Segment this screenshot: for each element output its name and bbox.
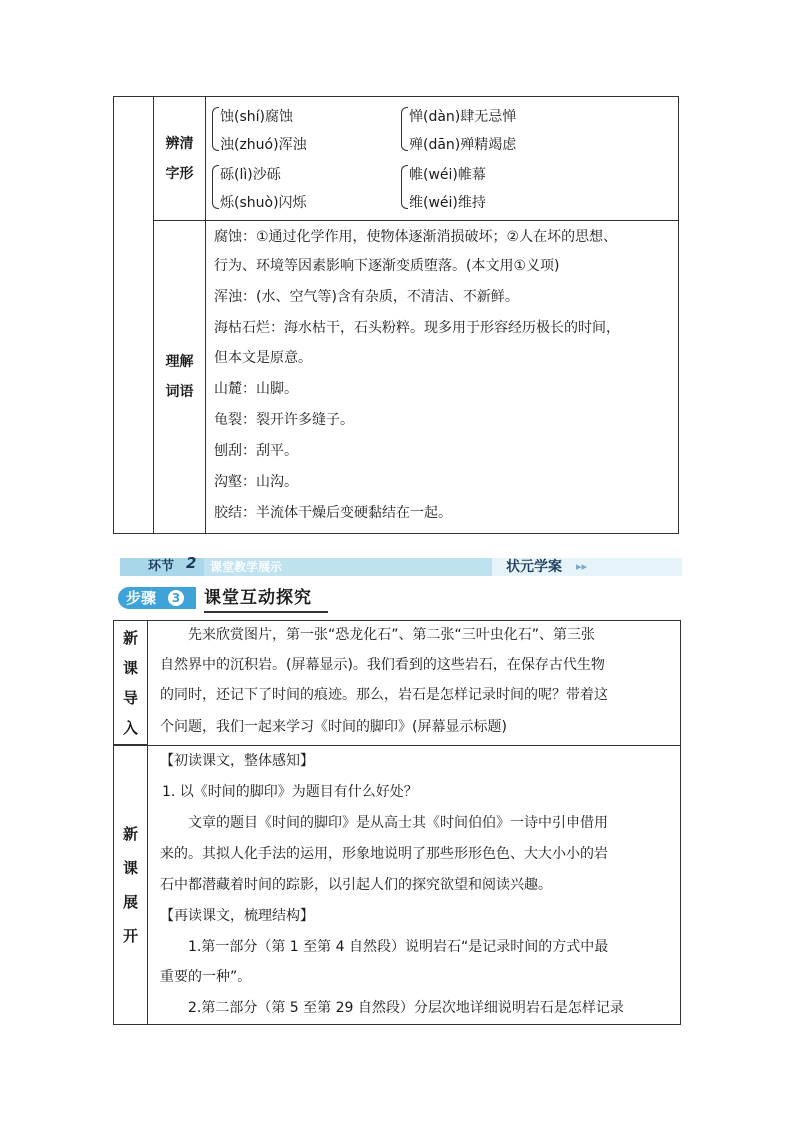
definition-line: 海枯石烂：海水枯干，石头粉粹。现多用于形容经历极长的时间， — [214, 320, 620, 336]
glyph-label: 辨清 字形 — [154, 97, 206, 220]
brand-label: 状元学案 — [506, 559, 562, 575]
glyph-pair-3-bottom: 烁(shuò)闪烁 — [220, 195, 307, 211]
glyph-pair-1-top: 蚀(shí)腐蚀 — [220, 109, 293, 125]
banner-subtitle: 课堂教学展示 — [210, 560, 283, 574]
answer-line: 来的。其拟人化手法的运用，形象地说明了那些形形色色、大大小小的岩 — [160, 846, 608, 862]
row-divider — [114, 745, 680, 746]
glyph-pair-2-top: 惮(dàn)肆无忌惮 — [409, 109, 517, 125]
words-row — [154, 221, 678, 533]
arrow-icon: ▸▸ — [576, 560, 588, 573]
glyph-pair-3-top: 砾(lì)沙砾 — [220, 167, 281, 183]
vocab-table — [113, 96, 679, 534]
brace-icon — [401, 165, 408, 209]
intro-paragraph-line: 先来欣赏图片，第一张“恐龙化石”、第二张“三叶虫化石”、第三张 — [188, 627, 596, 643]
lesson-table — [113, 620, 681, 1025]
banner-brand-area — [492, 558, 682, 576]
banner-section: 环节 — [148, 559, 175, 574]
section-heading: 【初读课文，整体感知】 — [160, 753, 314, 769]
definition-line: 沟壑：山沟。 — [214, 474, 298, 490]
intro-paragraph-line: 的同时，还记下了时间的痕迹。那么，岩石是怎样记录时间的呢？带着这 — [160, 687, 608, 703]
intro-paragraph-line: 个问题，我们一起来学习《时间的脚印》(屏幕显示标题) — [160, 719, 507, 735]
empty-column — [114, 97, 154, 533]
step-number: 3 — [168, 590, 184, 606]
glyph-pair-2-bottom: 殚(dān)殚精竭虑 — [409, 137, 517, 153]
step-badge — [118, 587, 196, 609]
brace-icon — [212, 107, 219, 151]
definition-line: 腐蚀：①通过化学作用，使物体逐渐消损破坏；②人在坏的思想、 — [214, 229, 618, 245]
question-line: 1. 以《时间的脚印》为题目有什么好处？ — [162, 784, 418, 800]
answer-line: 文章的题目《时间的脚印》是从高士其《时间伯伯》一诗中引申借用 — [188, 815, 608, 831]
expand-label: 新 课 展 开 — [114, 745, 148, 1024]
brace-icon — [212, 165, 219, 209]
glyph-pair-1-bottom: 浊(zhuó)浑浊 — [220, 137, 307, 153]
answer-line: 石中都潜藏着时间的踪影，以引起人们的探究欲望和阅读兴趣。 — [160, 877, 552, 893]
definition-line: 胶结：半流体干燥后变硬黏结在一起。 — [214, 505, 452, 521]
definition-line: 浑浊：(水、空气等)含有杂质，不清洁、不新鲜。 — [214, 289, 519, 305]
brace-icon — [401, 107, 408, 151]
glyph-pair-4-bottom: 维(wéi)维持 — [409, 195, 486, 211]
structure-line: 重要的一种”。 — [160, 969, 252, 985]
title-underline — [204, 611, 328, 613]
intro-label: 新 课 导 入 — [114, 621, 148, 745]
banner-section-number: 2 — [186, 554, 197, 572]
glyph-row — [154, 97, 678, 221]
section-heading: 【再读课文，梳理结构】 — [160, 908, 314, 924]
structure-line: 2.第二部分（第 5 至第 29 自然段）分层次地详细说明岩石是怎样记录 — [188, 1000, 624, 1016]
step-title: 课堂互动探究 — [204, 588, 312, 608]
definition-line: 山麓：山脚。 — [214, 381, 298, 397]
structure-line: 1.第一部分（第 1 至第 4 自然段）说明岩石“是记录时间的方式中最 — [188, 939, 609, 955]
step-label: 步骤 — [126, 589, 157, 607]
definition-line: 行为、环境等因素影响下逐渐变质堕落。(本文用①义项) — [214, 258, 560, 274]
definition-line: 龟裂：裂开许多缝子。 — [214, 412, 354, 428]
definition-line: 刨刮：刮平。 — [214, 443, 298, 459]
definition-line: 但本文是原意。 — [214, 350, 312, 366]
glyph-pair-4-top: 帷(wéi)帷幕 — [409, 167, 486, 183]
words-label: 理解 词语 — [154, 221, 206, 533]
section-banner — [120, 554, 682, 576]
intro-paragraph-line: 自然界中的沉积岩。(屏幕显示)。我们看到的这些岩石，在保存古代生物 — [160, 657, 605, 673]
